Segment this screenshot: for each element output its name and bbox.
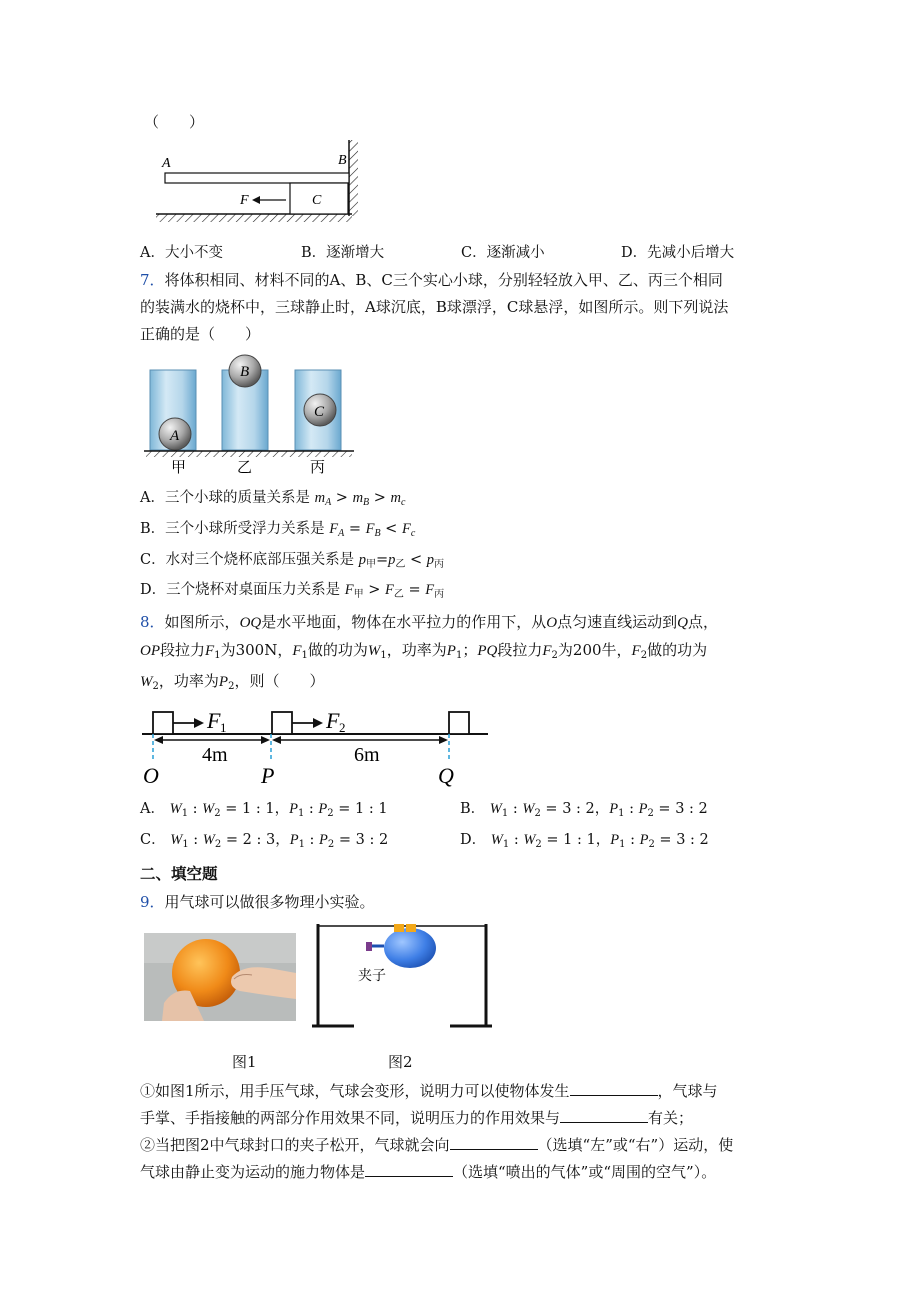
svg-text:A: A	[170, 428, 180, 444]
q9-fig1-caption: 图1	[232, 1053, 257, 1071]
svg-text:1: 1	[220, 720, 227, 735]
label-a: A	[162, 156, 171, 171]
q7-beakers-figure	[140, 352, 360, 480]
q8-stem-line1: 8．如图所示，OQ是水平地面，物体在水平拉力的作用下，从O点匀速直线运动到Q点，	[140, 613, 718, 631]
q9-fig2-caption: 图2	[388, 1053, 413, 1071]
q9-sub1-line2: 手掌、手指接触的两部分作用效果不同，说明压力的作用效果与 有关；	[140, 1109, 694, 1127]
cup-label-1: 甲	[171, 460, 187, 476]
svg-text:2: 2	[339, 720, 346, 735]
q6-option-d[interactable]: D．先减小后增大	[621, 245, 735, 261]
label-c: C	[312, 193, 322, 208]
blank-1[interactable]	[570, 1081, 658, 1096]
q8-stem-line3: $W_2$，功率为$P_2$，则（ ）	[140, 672, 325, 692]
q7-stem-line1: 7．将体积相同、材料不同的A、B、C三个实心小球，分别轻轻放入甲、乙、丙三个相同	[140, 271, 723, 289]
q8-option-d[interactable]: D． $W_1$ : $W_2 = 1$ : 1，$P_1$ : $P_2 = 3$ : 2	[460, 832, 709, 850]
q7-option-b[interactable]: B．三个小球所受浮力关系是 $F_A = F_B < F_c$	[140, 521, 416, 539]
cup-label-2: 乙	[237, 460, 253, 476]
blank-2[interactable]	[560, 1108, 648, 1123]
q7-stem-line2: 的装满水的烧杯中，三球静止时，A球沉底，B球漂浮，C球悬浮，如图所示。则下列说法	[140, 298, 729, 316]
blank-4[interactable]	[365, 1162, 453, 1177]
q6-option-b[interactable]: B．逐渐增大	[301, 245, 385, 261]
q7-option-c[interactable]: C．水对三个烧杯底部压强关系是 $p_甲=p_乙 < p_丙$	[140, 552, 444, 570]
q9-sub2-line2: 气球由静止变为运动的施力物体是 （选填“喷出的气体”或“周围的空气”）。	[140, 1163, 717, 1181]
label-b: B	[338, 153, 347, 168]
q6-paren: （ ）	[144, 113, 205, 131]
q6-option-c[interactable]: C．逐渐减小	[461, 245, 545, 261]
q6-lever-figure	[152, 136, 364, 228]
svg-text:P: P	[261, 763, 275, 788]
q8-motion-figure	[140, 700, 490, 788]
q9-sub1-line1: ①如图1所示，用手压气球，气球会变形，说明力可以使物体发生 ，气球与	[140, 1082, 718, 1100]
blank-3[interactable]	[450, 1135, 538, 1150]
q6-option-a[interactable]: A．大小不变	[140, 245, 223, 261]
q7-option-a[interactable]: A．三个小球的质量关系是 $m_A > m_B > m_c$	[140, 490, 406, 508]
q7-number: 7．	[140, 271, 165, 289]
svg-text:Q: Q	[438, 763, 454, 788]
q8-option-c[interactable]: C． $W_1$ : $W_2 = 2$ : 3，$P_1$ : $P_2 = 3$ : 2	[140, 832, 389, 850]
q8-stem-line2: OP段拉力$F_1$为300N，$F_1$做的功为$W_1$，功率为$P_1$；PQ段拉力$F_2$为200牛，$F_2$做的功为	[140, 641, 708, 661]
q8-option-a[interactable]: A． $W_1$ : $W_2 = 1$ : 1，$P_1$ : $P_2 = 1$ : 1	[140, 801, 388, 819]
svg-text:C: C	[314, 404, 325, 420]
q9-stem: 9．用气球可以做很多物理小实验。	[140, 893, 375, 911]
svg-text:O: O	[143, 763, 159, 788]
clip-label: 夹子	[358, 969, 386, 984]
svg-text:4m: 4m	[202, 744, 228, 766]
q9-fig2-balloon-rig	[310, 918, 494, 1030]
q9-fig1-balloon-photo	[144, 933, 296, 1021]
q7-stem-line3: 正确的是（ ）	[140, 325, 261, 343]
q9-number: 9．	[140, 893, 165, 911]
label-f: F	[240, 193, 249, 208]
svg-text:B: B	[240, 364, 250, 380]
cup-label-3: 丙	[310, 460, 326, 476]
svg-text:F: F	[207, 708, 221, 733]
q9-sub2-line1: ②当把图2中气球封口的夹子松开，气球就会向 （选填“左”或“右”）运动，使	[140, 1136, 734, 1154]
svg-text:F: F	[326, 708, 340, 733]
q7-option-d[interactable]: D．三个烧杯对桌面压力关系是 $F_甲 > F_乙 = F_丙$	[140, 582, 445, 600]
svg-text:6m: 6m	[354, 744, 380, 766]
q8-number: 8．	[140, 613, 165, 631]
section-heading-fill-in: 二、填空题	[140, 865, 218, 883]
q8-option-b[interactable]: B． $W_1$ : $W_2 = 3$ : 2，$P_1$ : $P_2 = 3$ : 2	[460, 801, 708, 819]
